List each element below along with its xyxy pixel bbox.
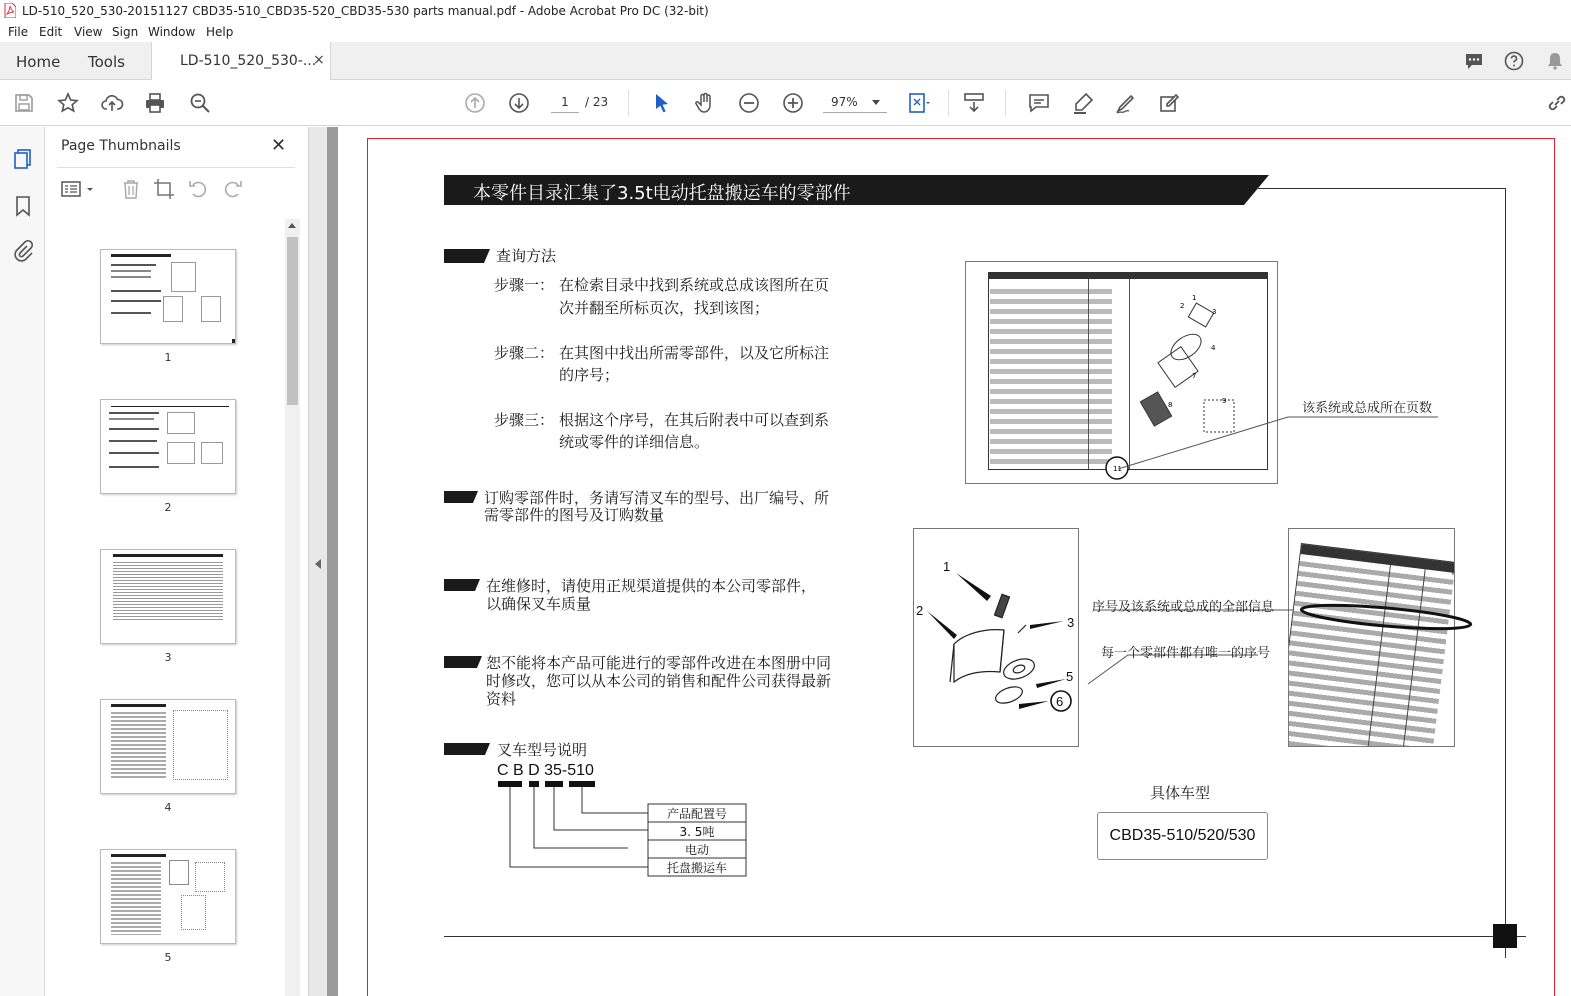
annotation-unique: 每一个零部件都有唯一的序号 [1101,646,1271,661]
svg-text:8: 8 [1168,401,1173,409]
panel-title: Page Thumbnails [61,138,181,154]
corner-marker [1493,924,1517,948]
thumbnail-page-4[interactable] [100,699,236,794]
svg-text:4: 4 [1211,344,1216,352]
title-bar [0,0,1571,22]
thumbnail-page-5[interactable] [100,849,236,944]
svg-text:7: 7 [1192,372,1197,380]
bullet-bar [444,491,478,503]
select-cursor-icon[interactable] [650,91,674,115]
navigation-rail [0,127,45,996]
tab-document-label: LD-510_520_530-... [180,53,317,69]
highlight-pen-icon[interactable] [1071,91,1095,115]
section-query-title: 查询方法 [496,247,557,265]
scrollbar-thumb[interactable] [287,237,298,405]
bullet-bar [444,249,490,263]
callout-5: 5 [1066,669,1074,684]
step3-text: 根据这个序号，在其后附表中可以查到系 [559,411,830,429]
thumbnail-page-2[interactable] [100,399,236,494]
menu-view[interactable]: View [74,25,103,39]
thumbnail-label-4: 4 [164,801,172,814]
zoom-in-icon[interactable] [781,91,805,115]
thumbnail-label-3: 3 [164,651,172,664]
panel-splitter[interactable] [308,127,327,996]
thumbnail-options-icon[interactable] [61,177,95,201]
step1-text: 次并翻至所标页次，找到该图； [559,299,770,317]
bullet-bar [444,579,480,591]
frame-line [1505,188,1506,958]
highlight-ellipse [1293,595,1473,645]
thumbnail-page-1[interactable] [100,249,236,344]
bullet-bar [444,743,490,755]
help-icon[interactable] [1504,51,1524,71]
page-total: / 23 [585,95,609,109]
menu-window[interactable]: Window [148,25,196,39]
acrobat-icon [4,3,16,18]
hand-tool-icon[interactable] [693,91,717,115]
title-banner: 本零件目录汇集了3.5t电动托盘搬运车的零部件 [473,183,851,204]
note-change: 恕不能将本产品可能进行的零部件改进在本图册中同 [486,654,832,672]
callout-1: 1 [943,559,951,574]
zoom-level-select[interactable] [823,91,887,113]
step1-text: 在检索目录中找到系统或总成该图所在页 [559,276,830,294]
zoom-out-icon[interactable] [737,91,761,115]
crop-page-icon[interactable] [152,177,176,201]
model-part-config: 产品配置号 [666,807,727,821]
tab-home[interactable]: Home [16,53,61,71]
model-title: 叉车型号说明 [497,741,588,759]
zoom-search-icon[interactable] [188,91,212,115]
attachment-icon[interactable] [11,239,35,263]
toolbar-divider [628,90,629,116]
page-down-icon[interactable] [507,91,531,115]
scroll-mode-icon[interactable] [962,91,986,115]
note-repair: 在维修时，请使用正规渠道提供的本公司零部件， [486,577,817,595]
print-icon[interactable] [143,91,167,115]
svg-text:1: 1 [1192,294,1197,302]
menu-bar [0,22,1571,42]
window-title: LD-510_520_530-20151127 CBD35-510_CBD35-520_CBD35-530 parts manual.pdf - Adobe Acrobat Pro DC (32-bit) [22,4,709,18]
pdf-page [338,127,1571,996]
zoom-level-value: 97% [831,95,858,109]
svg-text:2: 2 [1180,302,1185,310]
page-thumbnails-panel [45,127,308,996]
bell-icon[interactable] [1545,51,1565,71]
svg-text:11: 11 [1113,465,1122,473]
step2-label: 步骤二： [494,344,555,362]
note-repair: 以确保叉车质量 [486,595,592,613]
model-part-electric: 电动 [684,843,709,857]
menu-sign[interactable]: Sign [112,25,139,39]
callout-3: 3 [1067,615,1075,630]
frame-line [1258,188,1506,189]
fit-page-icon[interactable] [906,91,930,115]
rotate-right-icon[interactable] [221,177,245,201]
tab-tools[interactable]: Tools [88,53,125,71]
toolbar [0,80,1571,126]
close-tab-icon[interactable]: × [313,52,325,68]
upload-cloud-icon[interactable] [100,91,124,115]
comment-bubble-icon[interactable] [1464,51,1484,71]
scroll-up-icon[interactable] [288,223,296,228]
thumbnail-label-2: 2 [164,501,172,514]
save-icon[interactable] [12,91,36,115]
document-view [327,127,1571,996]
tab-document[interactable] [151,42,331,81]
thumbnail-list [45,219,285,996]
chevron-down-icon [872,100,880,105]
thumbnail-label-5: 5 [164,951,172,964]
model-specific-box [1097,812,1268,860]
step2-text: 的序号； [559,366,620,384]
page-thumbnails-icon[interactable] [11,147,35,171]
callout-2: 2 [916,603,924,618]
part-drawing [913,528,1079,747]
annotation-info: 序号及该系统或总成的全部信息 [1092,600,1275,615]
page-number-input[interactable]: 1 [551,91,579,113]
model-specific-value: CBD35-510/520/530 [1109,827,1256,844]
menu-edit[interactable]: Edit [39,25,63,39]
model-code: C B D 35-510 [497,762,594,779]
svg-text:3: 3 [1212,308,1217,316]
close-panel-icon[interactable]: ✕ [271,135,287,156]
model-part-tonnage: 3. 5吨 [679,825,715,839]
draw-sign-icon[interactable] [1114,91,1138,115]
menu-file[interactable]: File [8,25,29,39]
step2-text: 在其图中找出所需零部件，以及它所标注 [559,344,830,362]
toolbar-divider [1005,90,1006,116]
toolbar-divider [948,90,949,116]
thumbnail-label-1: 1 [164,351,172,364]
link-icon[interactable] [1545,91,1569,115]
collapse-panel-icon[interactable] [315,559,321,569]
thumbnail-page-3[interactable] [100,549,236,644]
delete-page-icon[interactable] [119,177,143,201]
menu-help[interactable]: Help [206,25,234,39]
note-change: 资料 [486,690,517,708]
step1-label: 步骤一： [494,276,555,294]
frame-line [444,936,1526,937]
note-order: 订购零部件时，务请写清叉车的型号、出厂编号、所 [484,489,830,507]
comment-icon[interactable] [1027,91,1051,115]
thumbnail-scrollbar[interactable] [285,219,300,996]
rotate-left-icon[interactable] [186,177,210,201]
callout-6: 6 [1056,694,1064,709]
panel-divider [57,167,295,168]
tab-bar [0,42,1571,80]
model-part-type: 托盘搬运车 [666,861,727,875]
fill-sign-icon[interactable] [1158,91,1182,115]
bullet-bar [444,656,482,668]
svg-text:9: 9 [1222,397,1227,405]
note-change: 时修改，您可以从本公司的销售和配件公司获得最新 [486,672,832,690]
page-up-icon[interactable] [463,91,487,115]
note-order: 需零部件的图号及订购数量 [484,506,665,524]
step3-label: 步骤三： [494,411,555,429]
model-specific-title: 具体车型 [1150,784,1211,802]
star-icon[interactable] [56,91,80,115]
step3-text: 统或零件的详细信息。 [559,433,710,451]
annotation-page-number: 该系统或总成所在页数 [1302,401,1433,416]
bookmark-icon[interactable] [11,194,35,218]
